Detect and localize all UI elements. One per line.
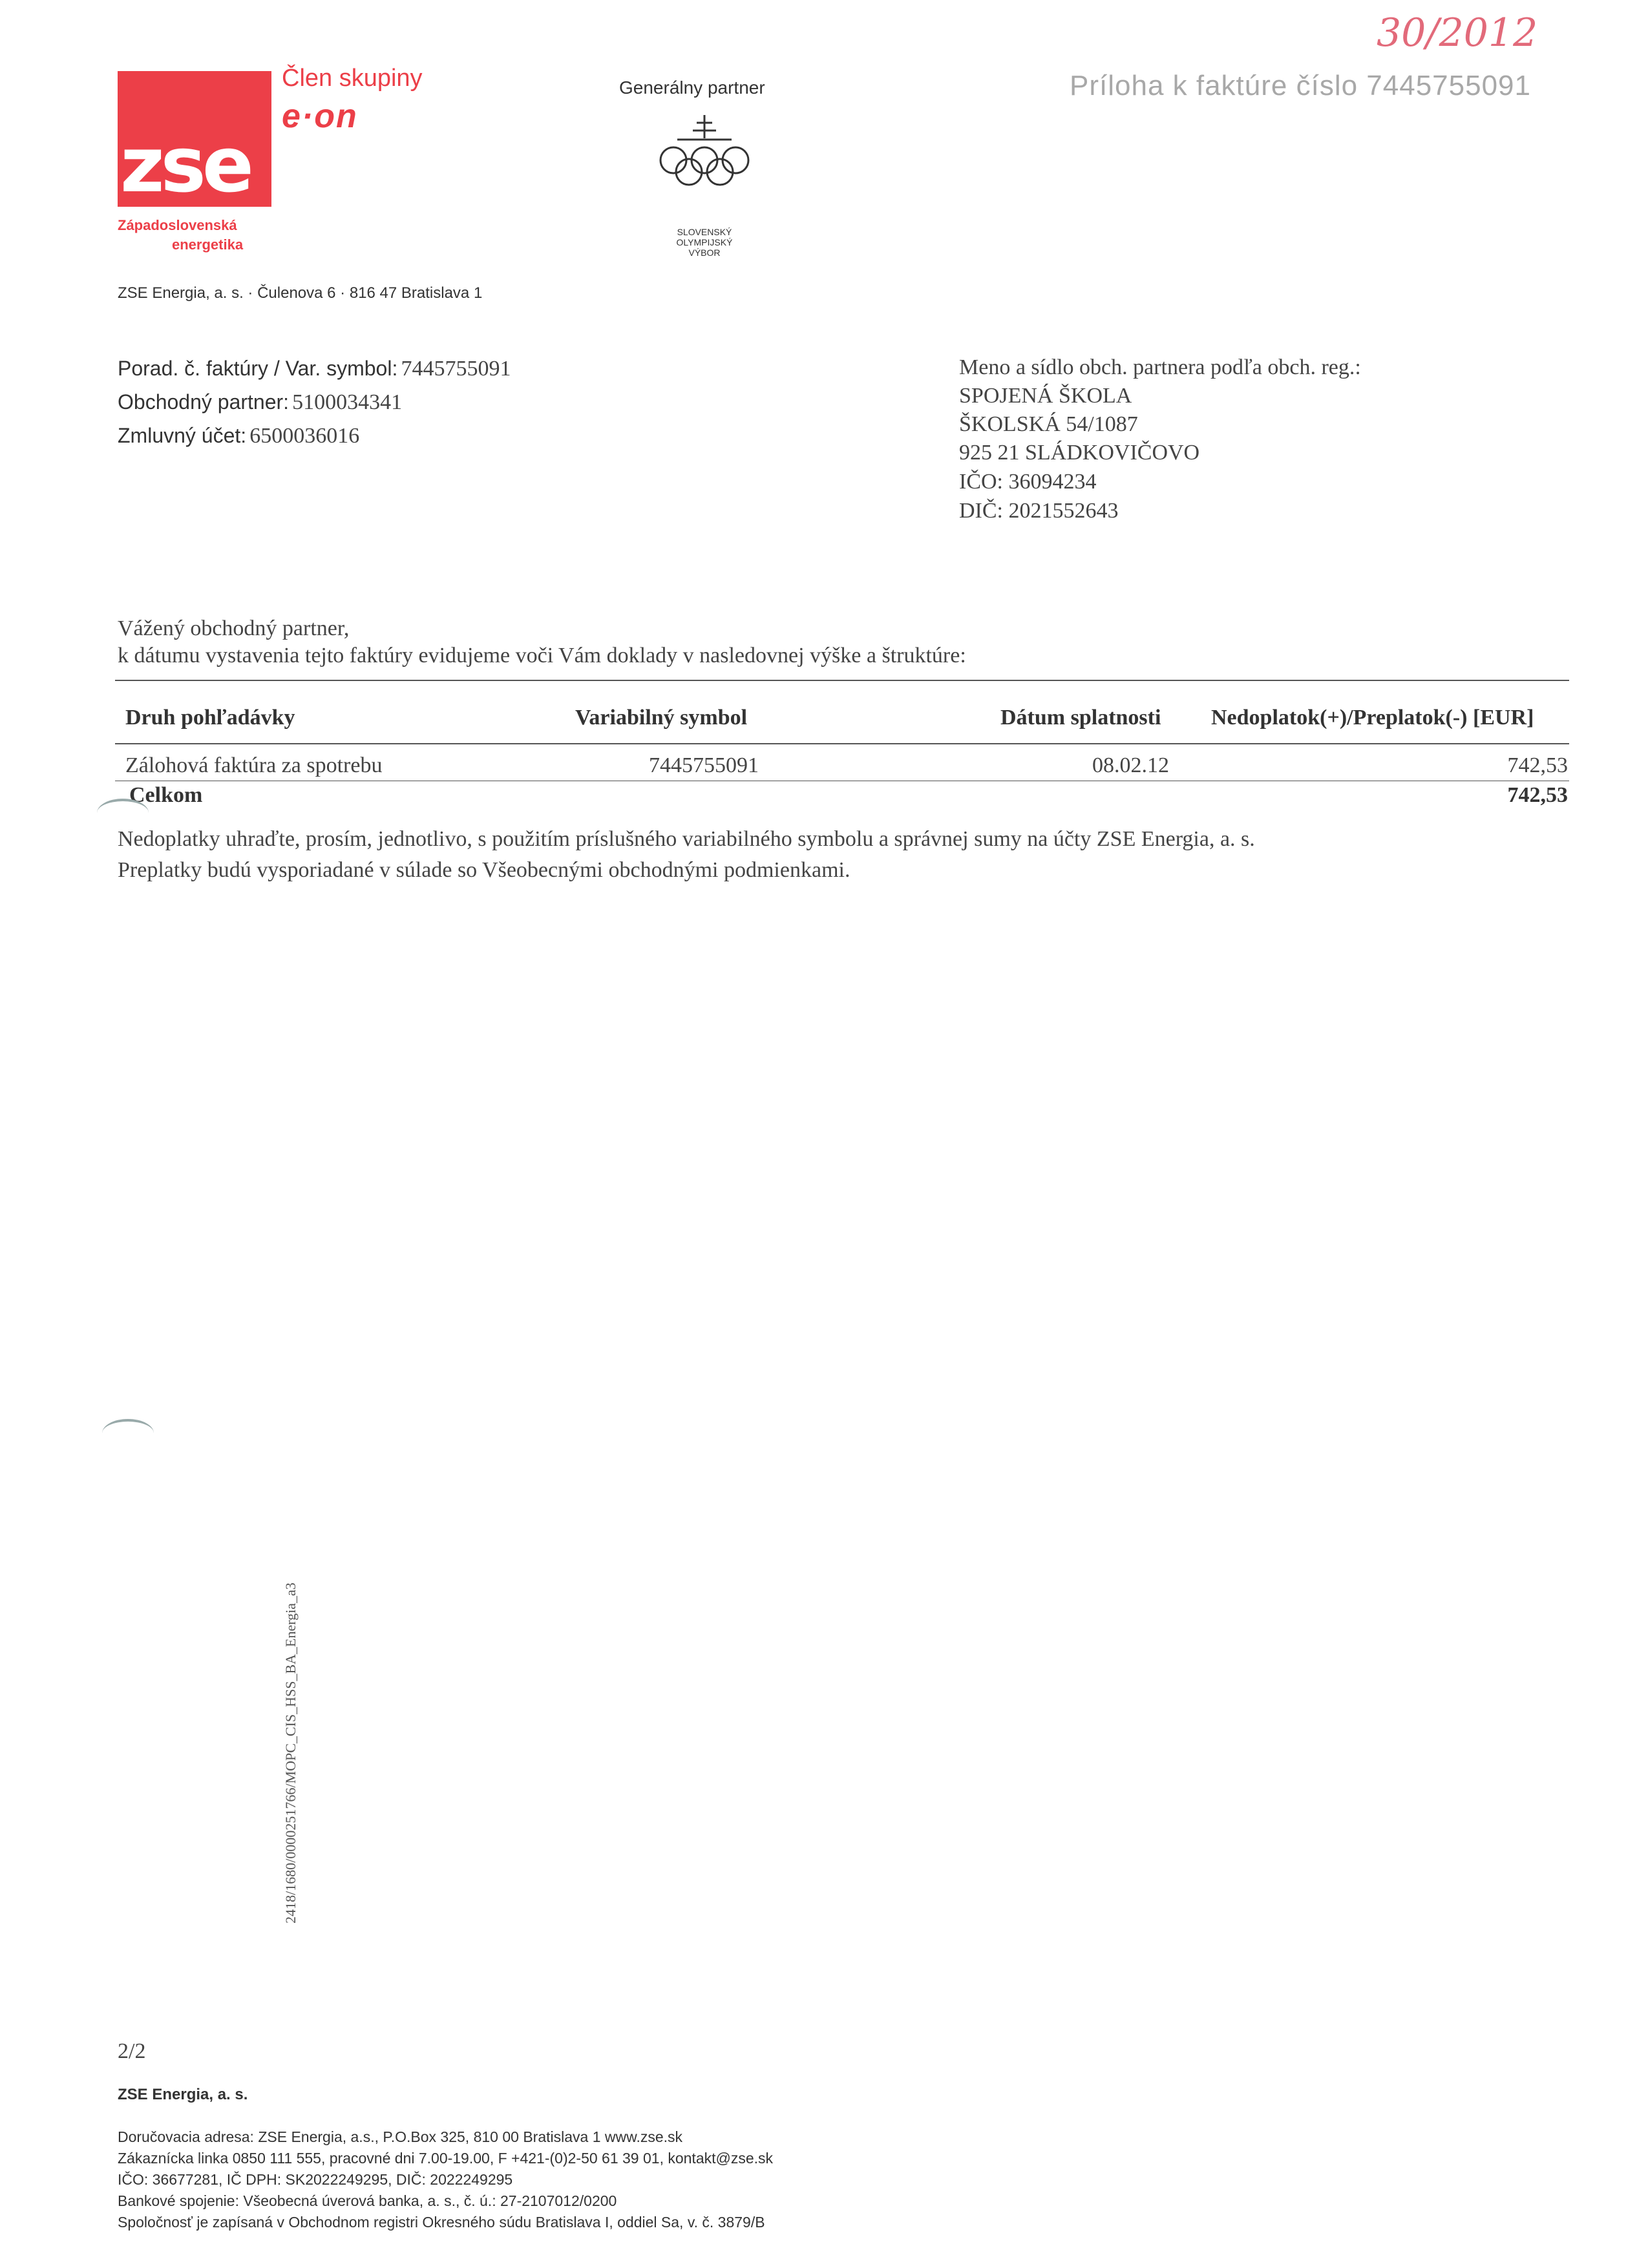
logo-subtitle-line2: energetika — [172, 236, 244, 253]
footer-line: IČO: 36677281, IČ DPH: SK2022249295, DIČ: 2022249295 — [118, 2171, 513, 2188]
footer-company: ZSE Energia, a. s. — [118, 2086, 248, 2103]
invoice-number-label: Porad. č. faktúry / Var. symbol: — [118, 357, 398, 380]
business-partner-value: 5100034341 — [292, 390, 403, 414]
partner-city: 925 21 SLÁDKOVIČOVO — [959, 441, 1200, 465]
row-symbol: 7445755091 — [649, 753, 759, 777]
olympic-text-line: SLOVENSKÝ — [677, 227, 732, 237]
contract-account-label: Zmluvný účet: — [118, 424, 247, 447]
partner-ico: IČO: 36094234 — [959, 470, 1097, 494]
side-document-code: 2418/1680/0000251766/MOPC_CIS_HSS_BA_Energia_a3 — [282, 1582, 299, 1924]
total-label: Celkom — [129, 783, 203, 807]
partner-street: ŠKOLSKÁ 54/1087 — [959, 412, 1138, 436]
olympic-text-line: VÝBOR — [688, 247, 721, 258]
punch-hole-mark — [97, 799, 149, 827]
business-partner-label: Obchodný partner: — [118, 390, 290, 414]
row-due-date: 08.02.12 — [1092, 753, 1169, 777]
contract-account-value: 6500036016 — [249, 424, 360, 448]
logo-subtitle-line1: Západoslovenská — [118, 217, 237, 233]
note-overpayments: Preplatky budú vysporiadané v súlade so Všeobecnými obchodnými podmienkami. — [118, 858, 850, 882]
note-underpayments: Nedoplatky uhraďte, prosím, jednotlivo, s použitím príslušného variabilného symbolu a správnej sumy na účty ZSE Energia, a. s. — [118, 827, 1255, 851]
row-amount: 742,53 — [1507, 753, 1568, 777]
attachment-title: Príloha k faktúre číslo 7445755091 — [1070, 70, 1532, 101]
olympic-emblem-icon — [646, 110, 763, 187]
table-top-rule — [115, 680, 1569, 681]
footer-line: Doručovacia adresa: ZSE Energia, a.s., P.O.Box 325, 810 00 Bratislava 1 www.zse.sk — [118, 2128, 683, 2145]
punch-hole-mark — [102, 1419, 154, 1447]
footer-line: Bankové spojenie: Všeobecná úverová banka, a. s., č. ú.: 27-2107012/0200 — [118, 2192, 617, 2209]
partner-name: SPOJENÁ ŠKOLA — [959, 384, 1132, 408]
company-address: ZSE Energia, a. s. · Čulenova 6 · 816 47 Bratislava 1 — [118, 284, 483, 302]
page-number: 2/2 — [118, 2039, 146, 2063]
contract-account-row — [118, 424, 359, 448]
partner-heading: Meno a sídlo obch. partnera podľa obch. reg.: — [959, 355, 1361, 379]
invoice-number-row — [118, 357, 511, 381]
col-header-due-date: Dátum splatnosti — [1000, 706, 1161, 730]
general-partner-label: Generálny partner — [619, 78, 765, 98]
col-header-symbol: Variabilný symbol — [575, 706, 748, 730]
handwritten-note: 30/2012 — [1377, 10, 1538, 56]
business-partner-row — [118, 390, 402, 415]
zse-logo-letters: zse — [120, 120, 250, 209]
olympic-text-line: OLYMPIJSKÝ — [676, 237, 733, 247]
invoice-number-value: 7445755091 — [401, 357, 511, 381]
total-amount: 742,53 — [1507, 783, 1568, 807]
col-header-type: Druh pohľadávky — [125, 706, 295, 730]
row-type: Zálohová faktúra za spotrebu — [125, 753, 383, 777]
col-header-amount: Nedoplatok(+)/Preplatok(-) [EUR] — [1211, 706, 1534, 730]
group-membership: Člen skupiny — [282, 65, 423, 92]
partner-dic: DIČ: 2021552643 — [959, 499, 1119, 523]
footer-line: Spoločnosť je zapísaná v Obchodnom registri Okresného súdu Bratislava I, oddiel Sa, v. č. 3879/B — [118, 2214, 765, 2231]
eon-logo: e·on — [282, 98, 358, 135]
table-header-rule — [115, 743, 1569, 744]
greeting: Vážený obchodný partner, — [118, 616, 350, 640]
footer-line: Zákaznícka linka 0850 111 555, pracovné dni 7.00-19.00, F +421-(0)2-50 61 39 01, kontakt@zse.sk — [118, 2150, 774, 2167]
intro-text: k dátumu vystavenia tejto faktúry evidujeme voči Vám doklady v nasledovnej výške a štruktúre: — [118, 644, 966, 667]
